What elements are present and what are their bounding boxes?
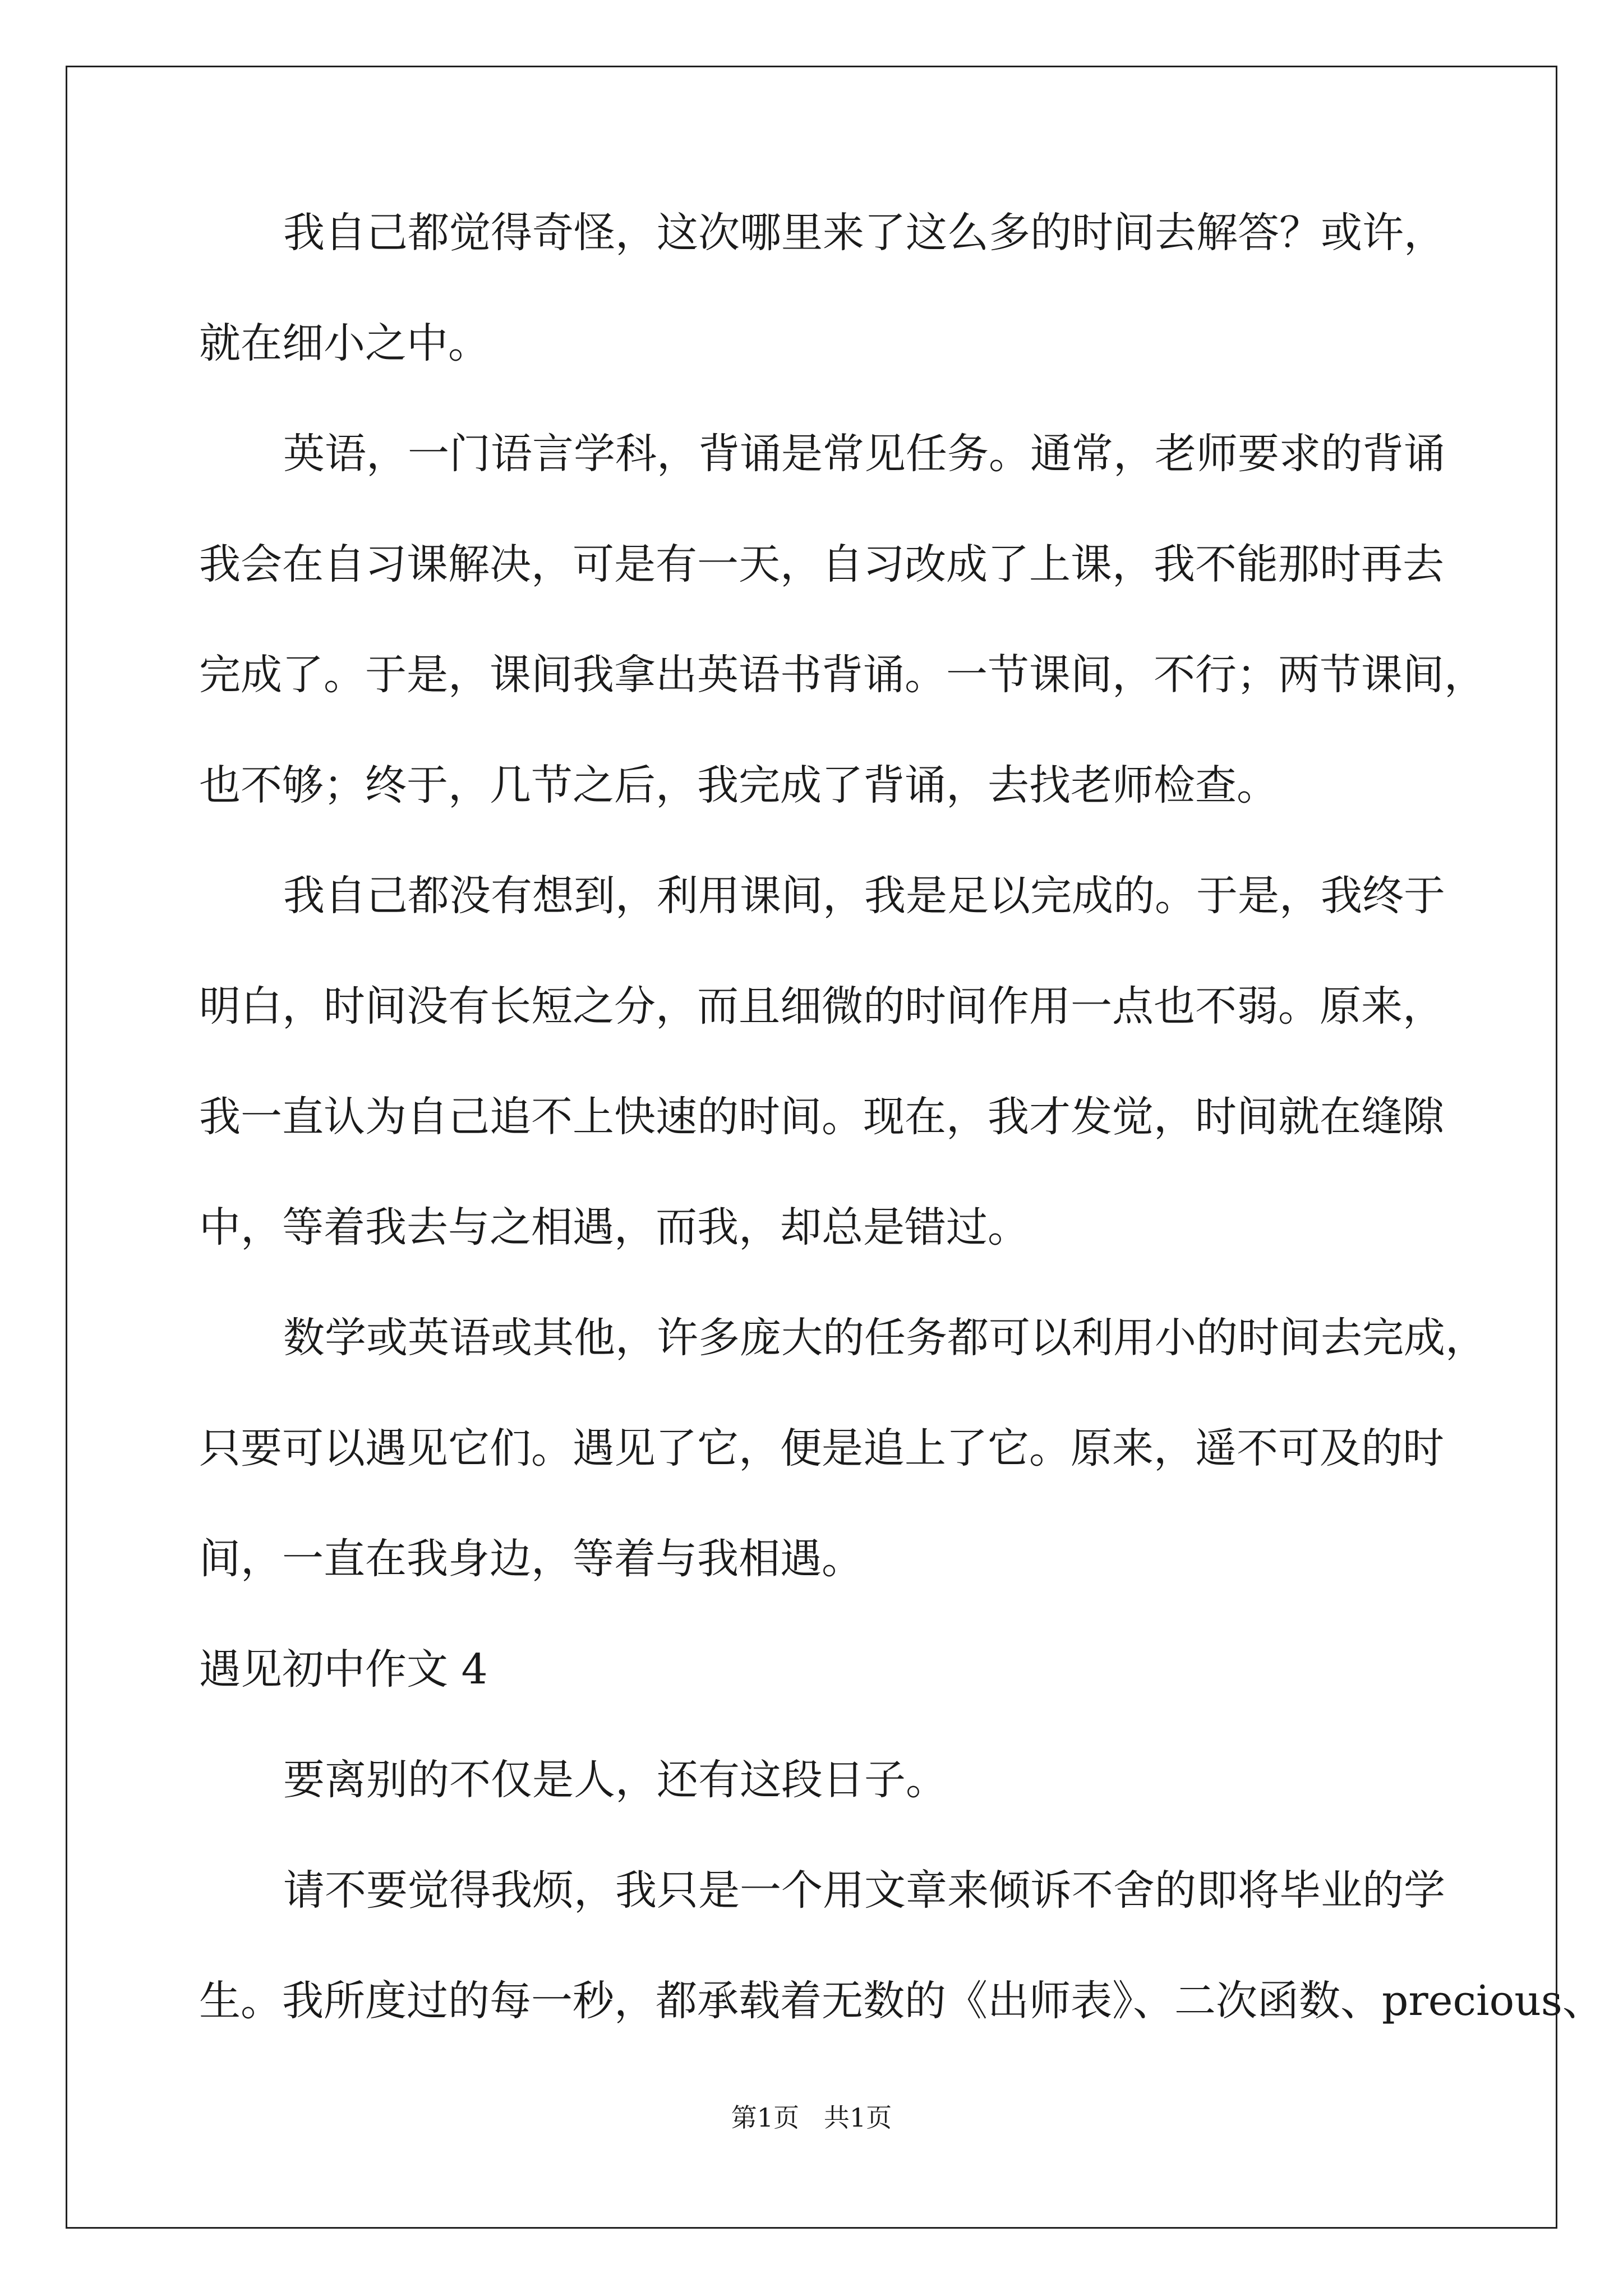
text-line: 英语，一门语言学科，背诵是常见任务。通常，老师要求的背诵: [283, 430, 1445, 478]
text-line: 请不要觉得我烦，我只是一个用文章来倾诉不舍的即将毕业的学: [283, 1866, 1445, 1915]
text-line: 明白，时间没有长短之分，而且细微的时间作用一点也不弱。原来，: [199, 982, 1444, 1030]
text-line: 我自己都觉得奇怪，这次哪里来了这么多的时间去解答？或许，: [283, 209, 1445, 257]
text-line: 我一直认为自己追不上快速的时间。现在，我才发觉，时间就在缝隙: [199, 1093, 1444, 1141]
text-line: 我会在自习课解决，可是有一天，自习改成了上课，我不能那时再去: [199, 540, 1444, 588]
text-line: 也不够；终于，几节之后，我完成了背诵，去找老师检查。: [199, 761, 1278, 809]
text-line: 完成了。于是，课间我拿出英语书背诵。一节课间，不行；两节课间，: [199, 651, 1486, 699]
text-line: 生。我所度过的每一秒，都承载着无数的《出师表》、二次函数、precious、: [199, 1977, 1604, 2025]
text-line: 数学或英语或其他，许多庞大的任务都可以利用小的时间去完成，: [283, 1314, 1487, 1362]
text-line: 只要可以遇见它们。遇见了它，便是追上了它。原来，遥不可及的时: [199, 1424, 1444, 1473]
text-line: 要离别的不仅是人，还有这段日子。: [283, 1756, 947, 1804]
text-line: 我自己都没有想到，利用课间，我是足以完成的。于是，我终于: [283, 872, 1445, 920]
page-footer: 第1页 共1页: [731, 2102, 892, 2133]
text-line: 间，一直在我身边，等着与我相遇。: [199, 1535, 863, 1583]
text-line: 中，等着我去与之相遇，而我，却总是错过。: [199, 1203, 1029, 1251]
section-heading: 遇见初中作文 4: [199, 1645, 488, 1694]
text-line: 就在细小之中。: [199, 319, 490, 367]
